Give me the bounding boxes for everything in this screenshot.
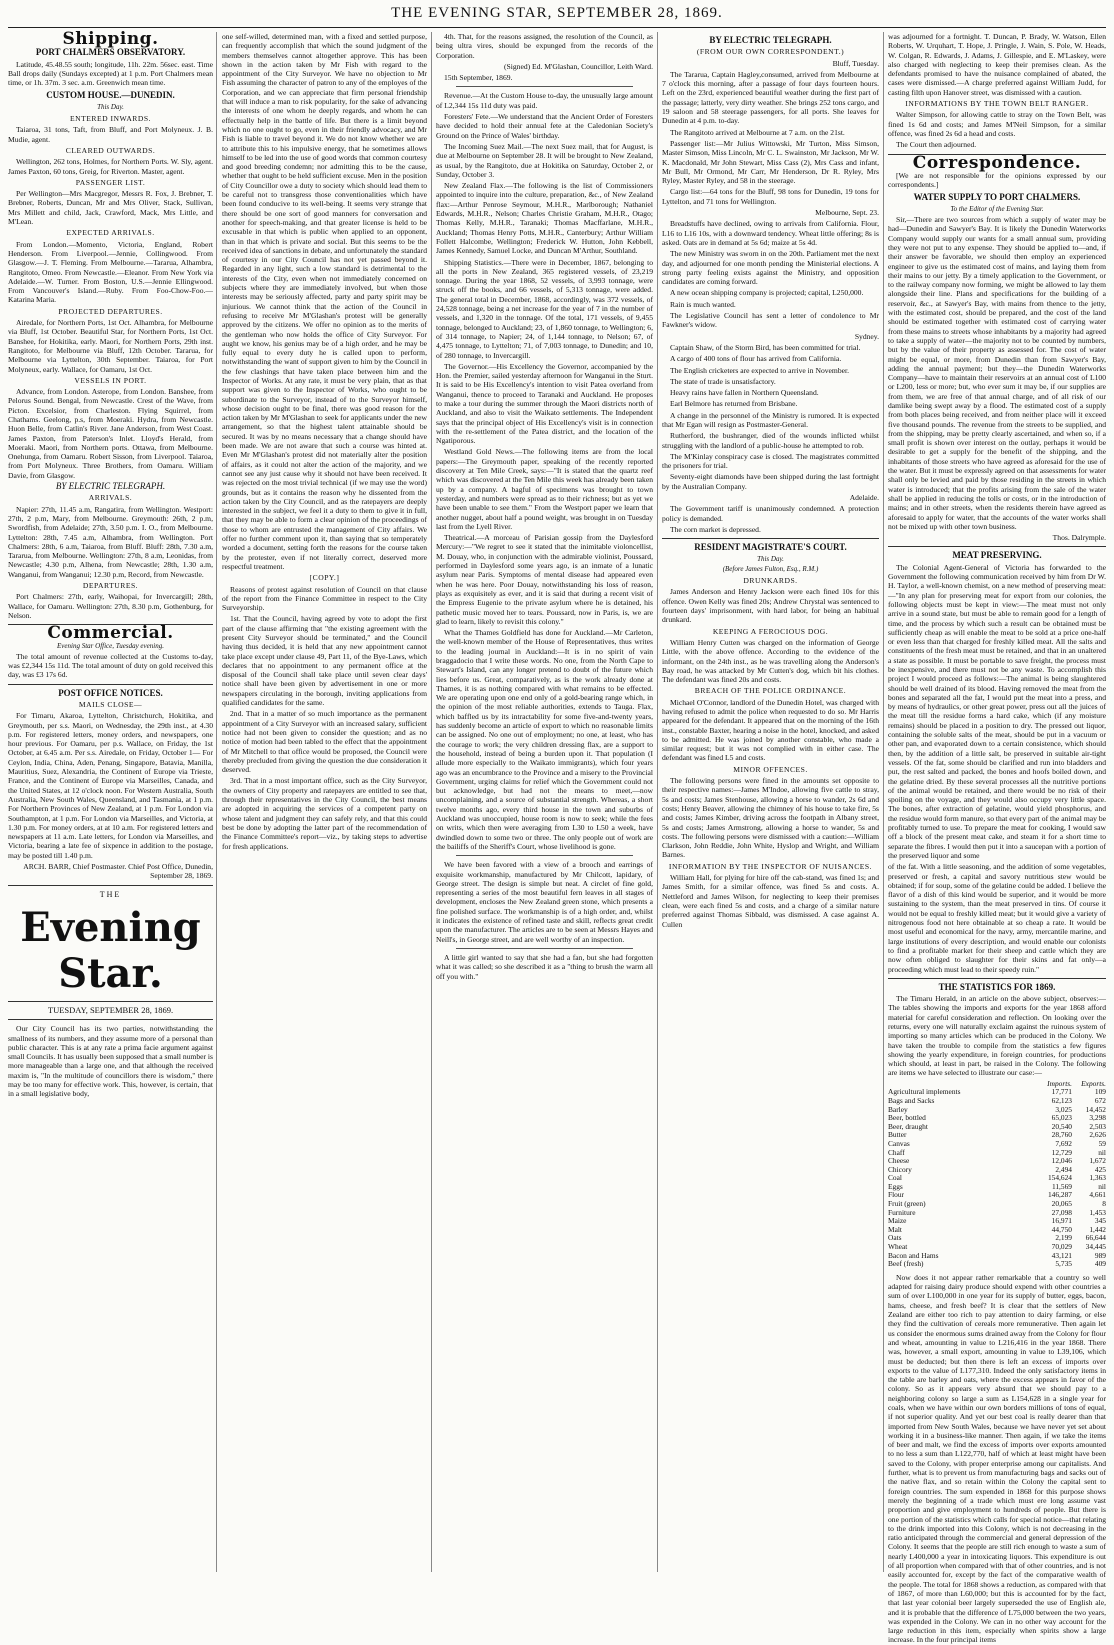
post-heading: POST OFFICE NOTICES.: [58, 687, 163, 698]
divider: [8, 1001, 213, 1002]
statistics-value: 345: [1094, 1216, 1106, 1226]
statistics-value: 2,503: [1089, 1121, 1106, 1131]
bluff-4: Cargo list:—64 tons for the Bluff, 98 tons for Dunedin, 19 tons for Lyttelton, and 71 tons for Wellington.: [662, 187, 879, 206]
statistics-value: 672: [1094, 1095, 1106, 1105]
sydney-9: The M'Kinlay conspiracy case is closed. The magistrates committed the prisoners for trial.: [662, 451, 879, 471]
statistics-item: Butter: [888, 1130, 907, 1140]
table-row: [888, 1140, 1106, 1149]
statistics-value: 43,121: [1051, 1250, 1072, 1260]
sydney-5: Heavy rains have fallen in Northern Queensland.: [670, 388, 819, 398]
statistics-value: 28,760: [1051, 1130, 1072, 1140]
court-continued: was adjourned for a fortnight. T. Duncan, P. Brady, W. Watson, Ellen Roberts, W. Urquhart, T. Hope, J. Pringle, J. Wain, S. Pole, W. Heads, W. Colgan, R. Edwards, J. Adams, J. Gillespie, and E. M'Laskey, were also charged with neglecting to keep their premises clean. As the defendants promised to have the nuisance complained of abated, the cases were dismissed.—A charge preferred against William Judd, for casting filth upon Hanover street, was dismissed with a caution.: [888, 32, 1106, 97]
statistics-value: 12,729: [1051, 1147, 1072, 1157]
statistics-item: Eggs: [888, 1181, 903, 1191]
bluff-1: The Tararua, Captain Hagley,consumed, arrived from Melbourne at 7 o'clock this morning, after a passage of four days fourteen hours. Left on the 23rd, experienced beautiful weather during the first part of the passage; latterly, very dirty weather. She brings 252 tons cargo, and 19 saloon and 58 steerage passengers, for all ports. She leaves for Dunedin at 4 p.m. to-day.: [662, 69, 879, 126]
table-row: [888, 1131, 1106, 1140]
table-row: [888, 1260, 1106, 1269]
statistics-intro: The Timaru Herald, in an article on the above subject, observes:—The tables showing the imports and exports for the year 1868 afford material for careful consideration and reflection. On looking over the returns, every one will naturally exclaim against the ruinous system of importing so many articles which can be produced in the Colony. We have taken the trouble to compile from the statistics a few figures showing the yearly expenditure, in foreign countries, for productions which should, at least in part, be raised in the Colony. The following are items we have selected to illustrate our case:—: [888, 994, 1106, 1078]
paper-title: Evening Star.: [20, 903, 201, 997]
passenger-text: Per Wellington—Mrs Macgregor, Messrs R. Fox, J. Brebner, T. Brebner, Roberts, Duncan, Mr and Mrs Oliver, Stack, Sullivan, Mrs Millett and child, Jack, Crawford, Mack, Mrs Little, and M'Lean.: [8, 189, 213, 227]
divider: [456, 948, 633, 949]
belt-heading: INFORMATIONS BY THE TOWN BELT RANGER.: [905, 99, 1089, 109]
commercial-text: The total amount of revenue collected at the Customs to-day, was £2,344 15s 11d. The total amount of duty on gold received this day, was £3 17s 6d.: [8, 651, 213, 680]
commercial-heading: Commercial.: [47, 623, 174, 644]
column-rule: [216, 32, 217, 1572]
theatrical-item: Theatrical.—A morceau of Parisian gossip from the Daylesford Mercury:—"We regret to see it stated that the inimitable violoncellist, M. Douay, who, in conjunction with the admirable violinist, Poussard, performed in Daylesford some years ago, is an inmate of a lunatic asylum near Paris. Symptoms of mental disease had appeared even when he was here. Poor Douay, notwithstanding his loss of reason, plays as exquisitely as ever, and it is said that during a recent visit of the Empress Eugenie to the private asylum where he is detained, his pathetic music moved her to tears. Poussard, now in Paris, is, we are glad to learn, likely to revisit this colony.": [436, 533, 653, 626]
statistics-table-header: Imports.: [1047, 1078, 1072, 1088]
statistics-item: Beer, draught: [888, 1121, 928, 1131]
statistics-value: 3,025: [1055, 1104, 1072, 1114]
statistics-value: 2,626: [1089, 1130, 1106, 1140]
sydney-10: Seventy-eight diamonds have been shipped during the last fortnight by the Australian Company.: [662, 472, 879, 491]
adelaide-dateline: Adelaide.: [849, 493, 879, 503]
bluff-dateline: Bluff, Tuesday.: [832, 58, 879, 68]
statistics-value: 17,771: [1051, 1087, 1072, 1097]
statistics-item: Bacon and Hams: [888, 1250, 939, 1260]
protest-signed: (Signed) Ed. M'Glashan, Councillor, Leith Ward.: [504, 61, 653, 71]
post-signature: ARCH. BARR, Chief Postmaster. Chief Post Office, Dunedin, September 28, 1869.: [23, 862, 213, 881]
entered-heading: ENTERED INWARDS.: [70, 114, 151, 124]
westland-item: Westland Gold News.—The following items are from the local papers:—The Greymouth paper, speaking of the recently reported discovery at Ten Mile Creek, says:—"It is stated that the quartz reef which was discovered at the Ten Mile this week has already been taken up by a company. A bagful of specimens was brought to town yesterday, and numbers were spread as to their richness; but as yet we have been unable to see them." From the Westport paper we learn that another nugget, about half a pound weight, was brought in on Tuesday last from the Lyell River.: [436, 447, 653, 531]
protest-date: 15th September, 1869.: [444, 73, 513, 83]
divider: [8, 684, 213, 685]
water-heading: WATER SUPPLY TO PORT CHALMERS.: [913, 192, 1081, 203]
expected-heading: EXPECTED ARRIVALS.: [66, 228, 155, 238]
entered-text: Taiaroa, 31 tons, Taft, from Bluff, and Port Molyneux. J. B. Mudie, agent.: [8, 125, 213, 144]
bluff-3: Passenger list:—Mr Julius Wittowski, Mr Turton, Miss Simson, Master Simson, Miss Lincoln, Mr C. L. Swainston, Mr Jackson, Mr W. K. Macdonald, Mr John Stewart, Miss Cass (2), Mrs Cass and infant, Mr Bull, Mr Ormond, Mr Carr, Mr Henderson, Dr R. Ryley, Mrs Ryley, Master Ryley, and 58 in the steerage.: [662, 138, 879, 186]
sydney-4: The state of trade is unsatisfactory.: [670, 376, 776, 386]
leader-continued: one self-willed, determined man, with a fixed and settled purpose, can frequently accomplish that which the sound judgment of the members themselves cannot altogether approve. This has been shown in the action taken by Mr Fish with regard to the appointment of the City Surveyor. We have no objection to Mr Fish assuming the character of patron to any of the employes of the Corporation, and we can appreciate that firm personal friendship that will induce a man to risk popularity, for the sake of advancing the interests of one whom he deeply regards, and whom he can effectually help in the battle of life. But there is a limit beyond which no one ought to go, even in their friendly advocacy, and Mr Fish is liable to travel beyond it. We do not know whether we are to attribute this to his impulsive energy, that he sometimes allows himself to be led into the use of good words that common courtesy and good breeding condemn; nor admitting this to be the cause, whether that ought to be held sufficient excuse. Men in the position of City Councillor owe a duty to society which should lead them to be careful not to transgress those conventionalities which have been found conducive to its well-being. It seems very strange that there should be one sort of good manners for conversation and another for speech-making, and that greater license is held to be excusable in that which is public when applied to an opponent, than in that which is private and social. But this seems to be the received idea of sanctions in debate, and unfortunately the standard of courtesy in our City Council has not yet passed beyond it. Regarded in any light, such a low standard is detrimental to the interests of the City, even when not immediately concerned on subjects where they are immediately involved, but when those interests may be seriously affected, party and party spirit may be injurious. We cannot think that the action of the Council in refusing to receive Mr M'Glashan's protest will be generally approved by the citizens. We offer no opinion as to the merits of the gentleman who now holds the office of City Surveyor. For aught we know, his genius may be of a high order, and he may be fully equal to every duty he is called upon to perform, notwithstanding the want of support given to him by the Council in the few clashings that have taken place between him and the Inspector of Works. At any rate, it must be very plain, that as that support was given to the Inspector of Works, who ought to be subordinate to the Surveyor, instead of to the Surveyor himself, whose decision ought to be final, there was good reason for the action taken by Mr M'Glashan to seek for applicants under the new arrangement, so that the highest talent attainable should be secured. It was by no means necessary that a change should have been made. We are not aware that such a course was hinted at. Even Mr M'Glashan's protest did not materially alter the position of affairs, as it could not alter the action of the majority, and we cannot see any just cause why it should not have been received. It was rejected on the most trivial technical (if we may use the word) grounds, but as it contains the reason why he dissented from the action taken by the City Council, and as the ratepayers are deeply interested in the subject, we feel it a duty to them to give it in full, that they may be able to form a clear opinion of the proceedings of those to whom are entrusted the management of City affairs. We offer no further comment upon it, than saying that so temperately worded a document, setting forth the reasons for the course taken by the protester, even if not literally correct, deserved more respectful treatment.: [222, 32, 427, 571]
statistics-item: Bags and Sacks: [888, 1095, 935, 1105]
correspondent-label: (FROM OUR OWN CORRESPONDENT.): [696, 47, 845, 57]
observatory-text: Latitude, 45.48.55 south; longitude, 11h. 22m. 56sec. east. Time Ball drops daily (Sundays excepted) at 1 p.m. Port Chalmers mean time, or 1h. 37m. 3 sec. a.m. Greenwich mean time.: [8, 59, 213, 88]
statistics-value: nil: [1098, 1181, 1106, 1191]
table-row: [888, 1200, 1106, 1209]
column-1: [8, 29, 214, 1572]
divider: [662, 538, 879, 539]
statistics-item: Agricultural implements: [888, 1087, 961, 1097]
protest-heading: Reasons of protest against resolution of Council on that clause of the report from the Finance Committee in respect to the City Surveyorship.: [222, 584, 427, 613]
departures-heading: DEPARTURES.: [82, 581, 139, 591]
vessels-text: Advance, from London. Asterope, from London. Banshee, from Pelorus Sound. Bengal, from Newcastle. Crest of the Wave, from Picton. Excelsior, from Charleston. Flying Squirrel, from Chathams. Geelong, p.s, from Moeraki. Hydra, from Newcastle. Huon Belle, from Catlin's River. Jane Anderson, from West Coast. James Paxton, from Paterson's Inlet. Lloyd's Herald, from Moeraki. Maori, from Northern ports. Ottawa, from Melbourne. Onehunga, from Oamaru. Robert Sisson, from Liverpool. Taiaroa, from Port Molyneux. Three Brothers, from Oamaru. William Davie, from Glasgow.: [8, 387, 213, 480]
statistics-item: Fruit (green): [888, 1199, 926, 1209]
statistics-value: 8: [1102, 1199, 1106, 1209]
table-row: [888, 1234, 1106, 1243]
table-row: [888, 1097, 1106, 1106]
column-2: [222, 32, 427, 1572]
meat-text: The Colonial Agent-General of Victoria has forwarded to the Government the following communication received by him from Dr W. H. Taylor, a well-known chemist, on a new method of preserving meat:—"In any plan for preserving meat for export from our colonies, the following objects must be kept in view:—The meat must not only arrive in a sound state, but must be able to remain good for a length of time, and the process by which such a result can be obtained must be sufficiently cheap as will enable the meat to be sold at a price one-half or even less than that charged for freshly killed meat. All the salts and constituents of the fresh meat must be retained, and that in an unaltered a state as possible. It must be portable to save freight, the process must be inexpensive, and there must not be any waste. To accomplish this project I would proceed as follows:—The animal is being slaughtered should be well drained of its blood. Having removed the meat from the bones and separated all the fat, I would put the meat into a press, and by means of hydraulics, or other great power, press out all the juices of the meat till the residue forms a hard cake, which (if any moisture remains) should be placed in a position to dry. The pressed out liquor, containing the soluble salts of the meat, should be put in a vacuum or other pan, and evaporated down to a certain consistence, which should then, by the addition of a little salt, be preserved in suitable air-tight vessels. Of the fat, some should be clarified and run into bladders and put, the rest salted and packed, the bones and hoofs boiled down, and the gelatine dried. By these several processes all the nutritive portions of the animal would be retained, and there would be no risk of their spoiling on the voyage, and they would also occupy very little space. The bones, after extraction of gelatine, would yield phosphorus, and the residue would form manure, so that every part of the animal may be profitably turned to use. To prepare the meat for cooking, I would saw off a block of the present meat cake, and steam it for a short time to separate the fibres. I would then put it into a saucepan with a portion of the preserved liquor and some: [888, 562, 1106, 860]
drunkards-text: James Anderson and Henry Jackson were each fined 10s for this offence. Owen Kelly was fined 20s; Andrew Chrystal was sentenced to fourteen days' imprisonment, with hard labor, for being an habitual drunkard.: [662, 587, 879, 625]
post-sub: MAILS CLOSE—: [78, 700, 143, 709]
thames-item: —Mr Carleton, the well-known member of the House of Representatives, thus writes to the leading journal in Auckland:—It is in no spirit of vain braggadocio that I write these words. No one, from the North Cape to Stewart's Island, can any longer pretend to doubt of the future which lies before us. Great, comparatively, as is the work already done at Thames, it is as nothing compared with what remains to be effected. We are operating upon one end only of a gold-bearing range which, in the opinion of the most reliable authorities, extends to Tauga. Flax, which baffled us by its intractability for some five-and-twenty years, has suddenly become an article of export to which no reasonable limits can be assigned. No one out of employment; no one, at least, who has the courage to work; the very children dressing flax, are a support to the household, instead of being a burden upon it. That population (I allude more especially to the Waikato immigrants), which four years ago was an encumbrance to the Province and a misery to the Provincial Government, urging claims for relief which the Government could not but acknowledge, but had not the means to meet,—now uncomplaining, and a source of substantial strength. Whereas, a short twelve months ago, every third house in the town and suburbs of Auckland was unoccupied, house room is now to seek; while the fees on writs, which then were averaging from L30 to L50 a week, have dwindled down to some two or three. The only people out of work are the bailiffs of the Sheriff's Court, whose livelihood is gone.: [436, 628, 653, 851]
statistics-value: 2,199: [1055, 1233, 1072, 1243]
flax-item: New Zealand Flax.—The following is the list of Commissioners appointed to inquire into the culture, preparation, &c., of New Zealand flax:—Arthur Penrose Seymour, M.H.R., Marlborough; Nathaniel Edwards, M.H.R., Nelson; Charles Christie Graham, M.H.R., Otago; Thomas Kelly, M.H.R., Taranaki; Thomas Macffarlane, M.H.R., Auckland; Thomas Henry Potts, M.H.R., Canterbury; Arthur William Follett Halcombe, Wellington; Frederick W. Hutton, John Kebbell, James Kennedy, Samuel Locke, and Duncan M'Arthur, Southland.: [436, 181, 653, 256]
statistics-value: 20,540: [1051, 1121, 1072, 1131]
table-row: [888, 1166, 1106, 1175]
projected-text: Airedale, for Northern Ports, 1st Oct. Alhambra, for Melbourne via Bluff, 1st October. Beautiful Star, for Northern Ports, 1st Oct. Banshee, for Hokitika, early. Maori, for Northern Ports, 29th inst. Rangitoto, for Melbourne via Bluff, 12th October. Tararua, for Melbourne via Lyttelton, 30th September. Taiaroa, for Port Molyneux, early. Wallace, for Oamaru, 1st Oct.: [8, 318, 213, 374]
statistics-value: 4,661: [1089, 1190, 1106, 1200]
statistics-value: 16,971: [1051, 1216, 1072, 1226]
paper-date: TUESDAY, SEPTEMBER 28, 1869.: [47, 1004, 174, 1015]
statistics-heading: THE STATISTICS FOR 1869.: [938, 981, 1056, 992]
table-row: [888, 1209, 1106, 1218]
statistics-value: 1,442: [1089, 1224, 1106, 1234]
minor-heading: MINOR OFFENCES.: [733, 764, 808, 774]
melbourne-dateline: Melbourne, Sept. 23.: [815, 208, 879, 218]
statistics-value: 425: [1094, 1164, 1106, 1174]
masthead-rule: [8, 27, 1106, 28]
melbourne-3: A new ocean shipping company is projected; capital, L250,000.: [670, 288, 864, 298]
statistics-value: 409: [1094, 1259, 1106, 1269]
melbourne-5: The Legislative Council has sent a letter of condolence to Mr Fawkner's widow.: [662, 311, 879, 330]
statistics-value: nil: [1098, 1147, 1106, 1157]
column-4: [662, 32, 879, 1572]
leader-text: Our City Council has its two parties, notwithstanding the smallness of its numbers, and they assume more of a personal than public character. This is at any rate a prima facie argument against small Councils. It has usually been supposed that a small number is more manageable than a large one, and that although the received maxim is, "In the multitude of councillors there is wisdom," there may be too many for effective work. This, however, is certain, that in a small legislative body,: [8, 1024, 214, 1099]
court-heading: RESIDENT MAGISTRATE'S COURT.: [694, 542, 847, 553]
statistics-table: [888, 1080, 1106, 1269]
column-rule: [883, 32, 884, 1572]
statistics-value: 62,123: [1051, 1095, 1072, 1105]
sydney-2: A cargo of 400 tons of flour has arrived from California.: [670, 354, 842, 364]
commercial-sub: Evening Star Office, Tuesday evening.: [57, 641, 164, 650]
court-before: (Before James Fulton, Esq., R.M.): [722, 564, 819, 573]
divider: [888, 546, 1106, 547]
statistics-value: 59: [1098, 1138, 1106, 1148]
customs-heading: CUSTOM HOUSE.—DUNEDIN.: [46, 90, 175, 101]
statistics-value: 1,672: [1089, 1156, 1106, 1166]
water-to: To the Editor of the Evening Star.: [950, 204, 1044, 213]
dog-text: William Henry Cutten was charged on the information of George Little, with the above offence. According to the evidence of the informant, on the 24th inst., as he was travelling along the Anderson's Bay road, he was attacked by Mr Cutten's dog, which bit his clothes. The defendant was fined 20s and costs.: [662, 637, 879, 685]
passenger-heading: PASSENGER LIST.: [75, 177, 146, 187]
police-heading: BREACH OF THE POLICE ORDINANCE.: [694, 686, 847, 696]
paper-the: THE: [99, 889, 122, 899]
telegraph-heading: BY ELECTRIC TELEGRAPH.: [709, 35, 832, 45]
statistics-item: Wheat: [888, 1242, 908, 1252]
statistics-value: 12,046: [1051, 1156, 1072, 1166]
statistics-item: Malt: [888, 1224, 902, 1234]
bluff-2: The Rangitoto arrived at Melbourne at 7 a.m. on the 21st.: [670, 127, 845, 137]
customs-day: This Day.: [97, 102, 124, 111]
little-girl-item: A little girl wanted to say that she had a fan, but she had forgotten what it was called; so she described it as a "thing to brush the warm all off you with.": [436, 952, 653, 981]
divider: [888, 978, 1106, 979]
melbourne-2: The new Ministry was sworn in on the 20th. Parliament met the next day, and adjourned for one month pending the Ministerial elections. A strong party feeling exists against the Ministry, and opposition candidates are coming forward.: [662, 249, 879, 287]
statistics-value: 66,644: [1085, 1233, 1106, 1243]
divider: [8, 885, 213, 886]
protest-2: 2nd. That in a matter of so much importance as the permanent appointment of a City Surveyor with an increased salary, sufficient notice had not been given to consider the question; and as no notice of motion had been tabled to the effect that the appointment of Mr Mitchell to that office would be proposed, the Council were thereby precluded from giving the question the due consideration it deserved.: [222, 709, 427, 775]
statistics-value: 20,065: [1051, 1199, 1072, 1209]
statistics-value: 1,363: [1089, 1173, 1106, 1183]
statistics-item: Beef (fresh): [888, 1259, 924, 1269]
sydney-7: A change in the personnel of the Ministry is rumored. It is expected that Mr Egan will resign as Postmaster-General.: [662, 410, 879, 429]
statistics-item: Chaff: [888, 1147, 905, 1157]
copy-label: [COPY.]: [309, 573, 340, 583]
statistics-value: 146,287: [1047, 1190, 1072, 1200]
meat-heading: MEAT PRESERVING.: [952, 550, 1042, 561]
statistics-text: Now does it not appear rather remarkable that a country so well adapted for raising dairy produce should expend with other countries a sum of over L100,000 in one year for its supply of butter, eggs, bacon, hams, cheese, and fresh beef? It is clear that the settlers of New Zealand are either too rich to pay attention to dairy farming, or else they find the cultivation of cereals more remunerative. Then again let us consider the enormous sums drained away from the Colony for flour and wheat, amounting in value to L216,416 in the year 1868. There was, however, a small export, amounting in value to L39,106, which must be deducted; but then there is left an excess of imports over exports to the value of L177,310. Indeed the only satisfactory items in the table are barley and oats, where the excess appears in favor of the colony. So as it appears very absurd that we should pay to a neighboring colony so large a sum as L154,628 in a single year for coals, when we have within our own borders millions of tons of equal, if not superior quality. And yet our best coal is really dearer than that imported from New South Wales, because we have never yet set about working it in a business-like manner. Then again, if we take the items of beer and malt, we find the excess of imports over exports amounted to no less a sum than L122,770, half of which at least might have been saved to the Colony, with proper enterprise among our capitalists. And further, what is to prevent us from manufacturing bags and sacks out of the native flax, and so retain within the Colony the capital sent to foreign countries. The sum expended in 1868 for this purpose shows merely the beginning of a trade which must ere long assume vast proportion and give employment to hundreds of people. But there is one portion of the statistics which calls for special notice—that relating to the drink imported into this Colony, which is not decreasing in the ratio anticipated through the commercial and general depression of the Colony. It seems that the people are still rich enough to waste a sum of nearly L400,000 a year in intoxicating liquors. This expenditure is out of all proportion when compared with that of other countries, and is not easily accounted for, except by the fact of the comparative wealth of the people. The total for 1868 shows a reduction, as compared with that of 1867, of more than L60,000; but this is accounted for by the fact, that last year colonial beer largely superseded the use of English ale, and it is probable that the difference of L75,000 between the two years, was expended in the Colony. We can in no other way account for the large reduction in this item, especially when spirits show a large increase. In the four principal items: [888, 1272, 1106, 1645]
statistics-item: Cheese: [888, 1156, 910, 1166]
statistics-item: Flour: [888, 1190, 905, 1200]
nuisance-text: William Hall, for plying for hire off the cab-stand, was fined 1s; and James Smith, for a similar offence, was fined 5s and costs. A. Nettleford and James Wilson, for neglecting to keep their premises clean, were each fined 5s and costs, and a charge of a similar nature preferred against Thomas Sibbald, was dismissed. A case against A. Cullen: [662, 873, 879, 929]
statistics-item: Barley: [888, 1104, 908, 1114]
water-letter: Sir,—There are two sources from which a supply of water may be had—Dunedin and Sawyer's Bay. It is likely the Dunedin Waterworks Company would supply our wants for a small annual sum, providing they were not put to any expense. They should be applied to—and, if their answer be favorable, we should then employ an experienced engineer to give us the estimated cost of mains, and laying them from their mains to our jetty. By a timely application to the Government, or to the railway company now forming, we might be allowed to lay them alongside their line. Plans and specifications for the building of a reservoir, &c., at Sawyer's Bay, with mains from thence to the jetty, with the estimated cost, should be prepared, and the cost of the land should be estimated together with estimated cost of carrying water from these mains to streets whose inhabitants by a majority had agreed to take a supply of water—the majority not to be counted by numbers, but by the value of their property as assessed for. The cost of water might be equal, or more, from Dunedin than from Sawyer's Bay, adding the annual payment; but they—the Dunedin Waterworks Company—have to maintain their reservoirs at an annual cost of L100 or L200, less or more; but, who ever sum it may be, if our supplies are from them, we are free of that annual charge, and of all risk of our damlike being swept away by a flood. The estimated cost of a supply from both places being received, and from neither place will it exceed five thousand pounds. The revenue from the streets to be supplied, and from the shipping, may be pretty clearly ascertained, and when so, if a small profit is shown over interest on the outlay, perhaps it would be desirable to get a supply for the benefit of the shipping, and the inhabitants of those streets who have agreed as aforesaid for the use of the water. But it must be expressly agreed on that assessments for water shall only be levied and paid by those residing in the streets in which water is introduced; that the profits arising from the sale of the water shall be applied in reducing the tolls or costs, or in the introduction of mains; and in other streets, when the residents therein have agreed as aforesaid to apply for water, that the accounts of the water works shall not be mixed up with other town business.: [888, 215, 1106, 531]
statistics-value: 44,750: [1051, 1224, 1072, 1234]
column-rule: [431, 32, 432, 1572]
cleared-text: Wellington, 262 tons, Holmes, for Northern Ports. W. Sly, agent. James Paxton, 60 tons, Greig, for Riverton. Master, agent.: [8, 157, 213, 176]
arrivals-heading: ARRIVALS.: [88, 493, 133, 503]
statistics-value: 3,298: [1089, 1113, 1106, 1123]
court-day: This Day.: [757, 554, 784, 563]
projected-heading: PROJECTED DEPARTURES.: [58, 306, 163, 316]
sydney-1: Captain Shaw, of the Storm Bird, has been committed for trial.: [670, 342, 861, 352]
meat-continued: of the fat. With a little seasoning, and the addition of some vegetables, preserved or fresh, a capital and savory nutritious stew would be obtained; if for soup, some of the gelatine could be added. I believe the flavor of a dish of this kind would be superior, and it would be more sustaining to the system, than the meat preserved in tins. Of course it would not be equal to freshly killed meat; but it would give a variety of nitrogenous food not here obtainable at so cheap a rate. It would be most useful and economical for the navy, army, mercantile marine, and large institutions of every description, and would enable our colonists to find a profitable market for their sheep and cattle which they are now often obliged to slaughter for their skins and fat only—a proceeding which must lead to their speedy ruin.": [888, 862, 1106, 974]
statistics-item: Maize: [888, 1216, 907, 1226]
table-row: [888, 1217, 1106, 1226]
statistics-value: 154,624: [1047, 1173, 1072, 1183]
statistics-table-header: Exports.: [1081, 1078, 1106, 1088]
melbourne-1: Breadstuffs have declined, owing to arrivals from California. Flour, L16 to L16 10s, with a downward tendency. Wheat little offering; 8s is asked. Oats are in demand at 5s 6d; maize at 5s 4d.: [662, 219, 879, 247]
statistics-value: 2,494: [1055, 1164, 1072, 1174]
masthead: THE EVENING STAR, SEPTEMBER 28, 1869.: [391, 5, 723, 21]
protest-3: 3rd. That in a most important office, such as the City Surveyor, the owners of City property and ratepayers are entitled to see that, through their representatives in the City Council, the best means are adopted in acquiring the services of a competent party on whose talent and judgment they can safely rely, and that this could best be done by adopting the latter part of the recommendation of the Finance Committee's report—viz., by taking steps to advertise for fresh applications.: [222, 776, 427, 851]
observatory-heading: PORT CHALMERS OBSERVATORY.: [35, 47, 186, 58]
vessels-heading: VESSELS IN PORT.: [74, 375, 147, 385]
suez-item: The Incoming Suez Mail.—The next Suez mail, that for August, is due at Melbourne on September 28. It will be brought to New Zealand, as usual, by the Rangitoto, due at Hokitika on Saturday, October 2, or Sunday, October 3.: [436, 141, 653, 179]
statistics-value: 27,098: [1051, 1207, 1072, 1217]
statistics-value: 11,569: [1051, 1181, 1072, 1191]
statistics-value: 7,692: [1055, 1138, 1072, 1148]
statistics-value: 14,452: [1085, 1104, 1106, 1114]
belt-text: Walter Simpson, for allowing cattle to stray on the Town Belt, was fined 1s 6d and costs; and James M'Neil Simpson, for a similar offence, was fined 2s 6d a head and costs.: [888, 110, 1106, 138]
table-row: [888, 1226, 1106, 1235]
revenue-item: Revenue.—At the Custom House to-day, the unusually large amount of L2,344 15s 11d duty was paid.: [436, 91, 653, 110]
column-5: [888, 32, 1106, 1645]
foresters-item: Foresters' Fete.—We understand that the Ancient Order of Foresters have decided to hold their annual fete at the Caledonian Society's Ground on the Prince of Wales' birthday.: [436, 112, 653, 140]
table-row: [888, 1149, 1106, 1158]
thames-title: What the Thames Goldfield has done for Auckland.: [444, 628, 606, 638]
shipping-stats-item: Shipping Statistics.—There were in December, 1867, belonging to all the ports in New Zealand, 365 registered vessels, of 23,219 tonnage. During the year 1868, 52 vessels, of 3,993 tonnage, were struck off the books, and 66 vessels, of 5,313 tonnage, were added. The general total in December, 1868, accordingly, was 372 vessels, of 24,528 tonnage, being a net increase for the year of 7 in the number of vessels, and 1,320 in the tonnage. Of the total, 171 vessels, of 9,455 tonnage, belonged to Auckland; 23, of 1,860 tonnage, to Wellington; 6, of 314 tonnage, to Napier; 24, of 1,144 tonnage, to Nelson; 67, of 4,475 tonnage, to Lyttelton; 71, of 7,003 tonnage, to Dunedin; and 10, of 280 tonnage, to Invercargill.: [436, 257, 653, 360]
statistics-item: Furniture: [888, 1207, 916, 1217]
departures-text: Port Chalmers: 27th, early, Waihopai, for Invercargill; 28th, Wallace, for Oamaru. Wellington: 27th, 8.30 p.m, Gothenburg, for Nelson.: [8, 592, 213, 620]
statistics-item: Chicory: [888, 1164, 912, 1174]
column-rule: [657, 32, 658, 1572]
post-text: For Timaru, Akaroa, Lyttelton, Christchurch, Hokitika, and Greymouth, per s.s. Maori, on Wednesday, the 29th inst., at 4.30 p.m. For registered letters, money orders, and newspapers, one hour previous. For Oamaru, per p.s. Wallace, on Friday, the 1st October, at 6.45 a.m. Per s.s. Airedale, on Friday, October 1— For Ceylon, India, China, Aden, Penang, Singapore, Batavia, Manilla, Mauritius, Suez, Alexandria, the Continent of Europe via Trieste, France, and the Continent of Europe via Marseilles, Canada, and the United States, at 12 o'clock noon. For Western Australia, South Australia, New South Wales, Queensland, and Tasmania, at 1 p.m. For Northern Provinces of New Zealand, at 1 p.m. For London via Southampton, at 1 p.m. For London via Marseilles, and Victoria, at 1.30 p.m. For money orders, at at 10 a.m. For registered letters and newspapers at 11 a.m. Late letters, for London via Marseilles, and Victoria, bearing a late fee of sixpence in addition to the postage, may be posted till 1.40 p.m.: [8, 711, 213, 860]
water-signature: Thos. Dalrymple.: [1052, 533, 1106, 543]
statistics-item: Coal: [888, 1173, 902, 1183]
adelaide-1: The Government tariff is unanimously condemned. A protection policy is demanded.: [662, 504, 879, 523]
police-text: Michael O'Connor, landlord of the Dunedin Hotel, was charged with having refused to admit the police when requested to do so. Mr Harris appeared for the defendant. It appeared that on the morning of the 16th inst., constable Baxter, hearing a noise in the hotel, knocked, and asked to be admitted. He was joined by another constable, who made a similar request; but it was not complied with in either case. The defendant was fined L5 and costs.: [662, 697, 879, 763]
statistics-value: 989: [1094, 1250, 1106, 1260]
sydney-6: Earl Belmore has returned from Brisbane.: [670, 399, 798, 409]
statistics-value: 109: [1094, 1087, 1106, 1097]
statistics-value: 5,735: [1055, 1259, 1072, 1269]
statistics-item: Oats: [888, 1233, 902, 1243]
court-adjourned: The Court then adjourned.: [896, 140, 977, 150]
minor-text: The following persons were fined in the amounts set opposite to their respective names:—James M'Indoe, allowing five cattle to stray, 5s and costs; James Stenhouse, allowing a horse to wander, 2s 6d and costs; Henry Beaver, allowing the chimney of his house to take fire, 5s and costs; James Kimber, driving across the footpath in Albany street, 5s and costs; James Armstrong, allowing a horse to wander, 5s and costs. The following persons were dismissed with a caution:—William Clarkson, John Reddie, John White, Hyslop and Wright, and William Barnes.: [662, 776, 879, 860]
telegraph-heading: BY ELECTRIC TELEGRAPH.: [55, 481, 166, 492]
protest-4: 4th. That, for the reasons assigned, the resolution of the Council, as being ultra vires, should be expunged from the records of the Corporation.: [436, 32, 653, 60]
table-row: [888, 1123, 1106, 1132]
protest-1: 1st. That the Council, having agreed by vote to adopt the first part of the clause affirming that "the existing agreement with the present City Surveyor should be terminated," and the Council having thus decided, it is held that any new appointment cannot take place except under clause 49, Part 11, of the Bye-Laws, which declares that no appointment to any permanent office at the disposal of the Council shall take place until seven clear days' notice shall have been given by advertisement in one or more newspapers circulating in the borough, inviting applications from qualified candidates for the same.: [222, 614, 427, 708]
brooch-item: We have been favored with a view of a brooch and earrings of exquisite workmanship, manufactured by Mr Chilcott, lapidary, of George street. The design is simple but neat. A circlet of fine gold, representing a series of the most beautiful fern leaves in all stages of development, encloses the New Zealand green stone, which presents a fine polished surface. The workmanship is of a high order, and, whilst it indicates the existence of refined taste and skill, reflects great credit upon the manufacturer. The articles are to be seen at Messrs Hayes and Neill's, in George street, and are well worthy of an inspection.: [436, 860, 653, 944]
expected-text: From London.—Momento, Victoria, England, Robert Henderson. From Liverpool.—Jennie, Collingwood. From Glasgow.—J. T. Fleming. From Melbourne.—Tararua, Alhambra, Rangitoto, Omeo. From Newcastle.—Eleanor. From New York via Adelaide.—W. Turner. From Boston, U.S.—Jennie Ellingwood. From Vancouver's Island.—Ruby. From Foo-Chow-Foo.—Katarina Maria.: [8, 239, 213, 305]
statistics-item: Beer, bottled: [888, 1113, 926, 1123]
correspondence-heading: Correspondence.: [912, 152, 1082, 173]
arrivals-text: Napier: 27th, 11.45 a.m, Rangatira, from Wellington. Westport: 27th, 2 p.m, Mary, from Melbourne. Greymouth: 26th, 2 p.m, Swordfish, from Adelaide; 27th, 3.50 p.m. I. O., from Melbourne. Lyttelton: 28th, 7.45 a.m, Alhambra, from Wellington. Port Chalmers: 28th, 6 a.m, Taiaroa, from Bluff. Bluff: 28th, 7.30 a.m, Tararua, from Melbourne. Wellington: 27th, 8 a.m, Leonidas, from Newcastle; 4.30 p.m, Alhena, from Newcastle; 28th, 1.30 a.m, Wanganui, from Wanganui; 12.30 p.m, Record, from Newcastle.: [8, 504, 213, 579]
cleared-heading: CLEARED OUTWARDS.: [65, 145, 156, 155]
melbourne-4: Rain is much wanted.: [670, 299, 736, 309]
sydney-8: Rutherford, the bushranger, died of the wounds inflicted whilst struggling with the landlord of a public-house he attempted to rob.: [662, 431, 879, 450]
drunkards-heading: DRUNKARDS.: [743, 576, 798, 586]
governor-item: The Governor.—His Excellency the Governor, accompanied by the Hon. the Premier, sailed yesterday afternoon for Wanganui in the Sturt. It is said to be His Excellency's intention to visit Patea overland from Wanganui, thence to proceed to Taranaki and Auckland. He proposes to make a tour during the summer through the Maori districts north of Auckland, and also to visit the Waikato settlements. The Independent says that the principal object of His Excellency's visit is in connection with the re-settlement of the Patea district, and the location of the Ngatiporous.: [436, 361, 653, 446]
statistics-value: 34,445: [1085, 1242, 1106, 1252]
statistics-value: 70,029: [1051, 1242, 1072, 1252]
sydney-dateline: Sydney.: [854, 331, 879, 341]
column-3: [436, 32, 653, 1572]
statistics-value: 65,023: [1051, 1113, 1072, 1123]
dog-heading: KEEPING A FEROCIOUS DOG.: [712, 626, 829, 636]
correspondence-note: [We are not responsible for the opinions expressed by our correspondents.]: [888, 170, 1106, 190]
statistics-item: Canvas: [888, 1138, 910, 1148]
statistics-value: 1,453: [1089, 1207, 1106, 1217]
sydney-3: The English cricketers are expected to arrive in November.: [670, 365, 850, 375]
divider: [8, 1019, 213, 1020]
table-row: [888, 1174, 1106, 1183]
adelaide-2: The corn market is depressed.: [670, 524, 761, 534]
shipping-heading: Shipping.: [62, 29, 159, 49]
divider: [456, 86, 633, 87]
table-row: [888, 1157, 1106, 1166]
nuisance-heading: INFORMATION BY THE INSPECTOR OF NUISANCES.: [668, 861, 873, 871]
divider: [456, 855, 633, 856]
table-row: [888, 1183, 1106, 1192]
